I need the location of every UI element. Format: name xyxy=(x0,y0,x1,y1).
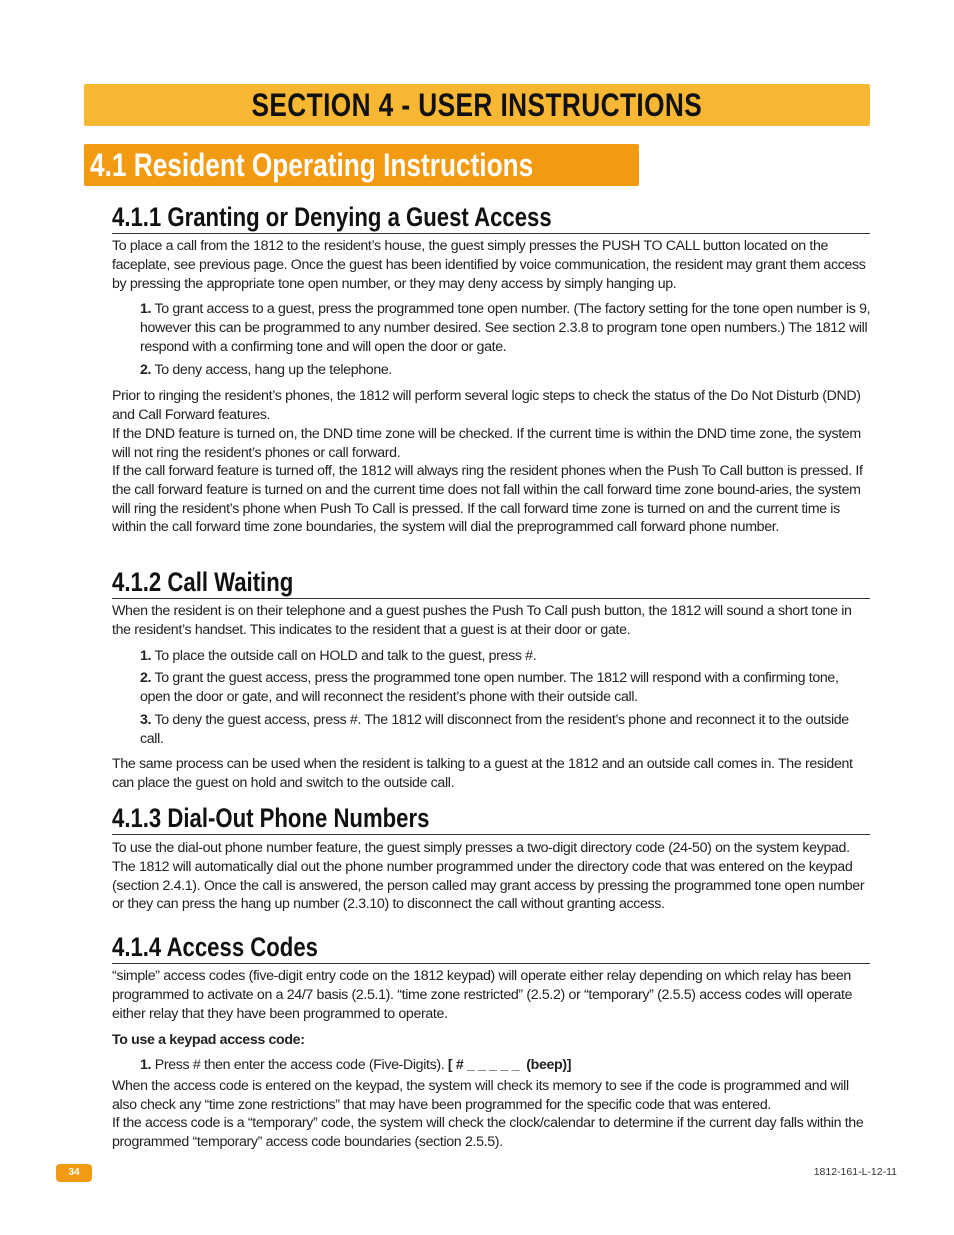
list-text: To grant the guest access, press the programmed tone open number. The 1812 will respond with a confirming tone, open the door or gate, and will reconnect the resident’s phone with their outside call. xyxy=(140,670,839,705)
keypad-sequence: [ # _ _ _ _ _ (beep)] xyxy=(447,1057,572,1073)
section-title: SECTION 4 - USER INSTRUCTIONS xyxy=(251,87,703,123)
list-text: To deny the guest access, press #. The 1812 will disconnect from the resident’s phone and reconnect it to the outside call. xyxy=(140,712,849,747)
paragraph: The same process can be used when the resident is talking to a guest at the 1812 and an outside call comes in. The resident can place the guest on hold and switch to the outside call. xyxy=(112,756,853,791)
paragraph: To use the dial-out phone number feature, the guest simply presses a two-digit directory code (24-50) on the system keypad. The 1812 will automatically dial out the phone number programmed under the directory code that was entered on the keypad (section 2.4.1). Once the call is answered, the person called may grant access by pressing the programmed tone open number or they can press the hang up number (2.3.10) to disconnect the call without granting access. xyxy=(112,840,865,913)
section-title-bar xyxy=(84,84,870,126)
list-text: Press # then enter the access code (Five-Digits). xyxy=(154,1057,445,1073)
list-number: 1. xyxy=(140,1057,152,1073)
document-id: 1812-161-L-12-11 xyxy=(813,1166,897,1178)
paragraph: Prior to ringing the resident’s phones, the 1812 will perform several logic steps to check the status of the Do Not Disturb (DND) and Call Forward features. xyxy=(112,388,861,423)
heading-text: 4.1.3 Dial-Out Phone Numbers xyxy=(112,803,430,833)
list-number: 1. xyxy=(140,648,152,664)
list-item xyxy=(140,300,872,356)
list-item xyxy=(140,361,872,380)
paragraph: When the resident is on their telephone and a guest pushes the Push To Call push button, the 1812 will sound a short tone in the resident’s handset. This indicates to the resident that a guest is at their door or gate. xyxy=(112,603,852,638)
paragraph: If the DND feature is turned on, the DND time zone will be checked. If the current time is within the DND time zone, the system will not ring the resident’s phones or call forward. xyxy=(112,426,861,461)
list-item xyxy=(140,647,872,666)
paragraph: If the access code is a “temporary” code, the system will check the clock/calendar to determine if the current day falls within the programmed “temporary” access code boundaries (section 2.5.5). xyxy=(112,1115,864,1150)
list-item xyxy=(140,711,872,749)
list-text: To place the outside call on HOLD and talk to the guest, press #. xyxy=(154,648,537,664)
paragraph: “simple” access codes (five-digit entry code on the 1812 keypad) will operate either relay depending on which relay has been programmed to activate on a 24/7 basis (2.5.1). “time zone restricted” (2.5.2) or “temporary” (2.5.5) access codes will operate either relay that they have been programmed to operate. xyxy=(112,968,853,1022)
list-item xyxy=(140,1056,872,1075)
heading-dial-out xyxy=(112,802,870,835)
list-number: 2. xyxy=(140,670,152,686)
list-text: To deny access, hang up the telephone. xyxy=(154,362,393,378)
paragraph: To place a call from the 1812 to the resident’s house, the guest simply presses the PUSH TO CALL button located on the faceplate, see previous page. Once the guest has been identified by voice communication, the resident may grant them access by pressing the appropriate tone open number, or they may deny access by simply hanging up. xyxy=(112,238,866,292)
chapter-heading: 4.1 Resident Operating Instructions xyxy=(90,147,534,183)
page-number-badge: 34 xyxy=(56,1164,92,1182)
list-number: 1. xyxy=(140,301,152,317)
heading-call-waiting xyxy=(112,566,870,599)
paragraph: When the access code is entered on the keypad, the system will check its memory to see if the code is programmed and will also check any “time zone restrictions” that may have been programmed for the specific code that was entered. xyxy=(112,1078,849,1113)
heading-text: 4.1.1 Granting or Denying a Guest Access xyxy=(112,202,552,232)
chapter-heading-bar xyxy=(84,144,639,186)
heading-granting-access xyxy=(112,201,870,234)
list-text: To grant access to a guest, press the programmed tone open number. (The factory setting for the tone open number is 9, however this can be programmed to any number desired. See section 2.3.8 to program tone open numbers.) The 1812 will respond with a confirming tone and will open the door or gate. xyxy=(140,301,871,355)
heading-text: 4.1.4 Access Codes xyxy=(112,932,318,962)
list-number: 2. xyxy=(140,362,152,378)
paragraph: If the call forward feature is turned off, the 1812 will always ring the resident phones when the Push To Call button is pressed. If the call forward feature is turned on and the current time does not fall within the call forward time zone bound-aries, the system will ring the resident’s phone when Push To Call is pressed. If the call forward time zone is turned on and the current time is within the call forward time zone boundaries, the system will dial the preprogrammed call forward phone number. xyxy=(112,463,863,536)
heading-text: 4.1.2 Call Waiting xyxy=(112,567,294,597)
list-item xyxy=(140,669,872,707)
keypad-subheading: To use a keypad access code: xyxy=(112,1032,305,1048)
heading-access-codes xyxy=(112,931,870,964)
list-number: 3. xyxy=(140,712,152,728)
